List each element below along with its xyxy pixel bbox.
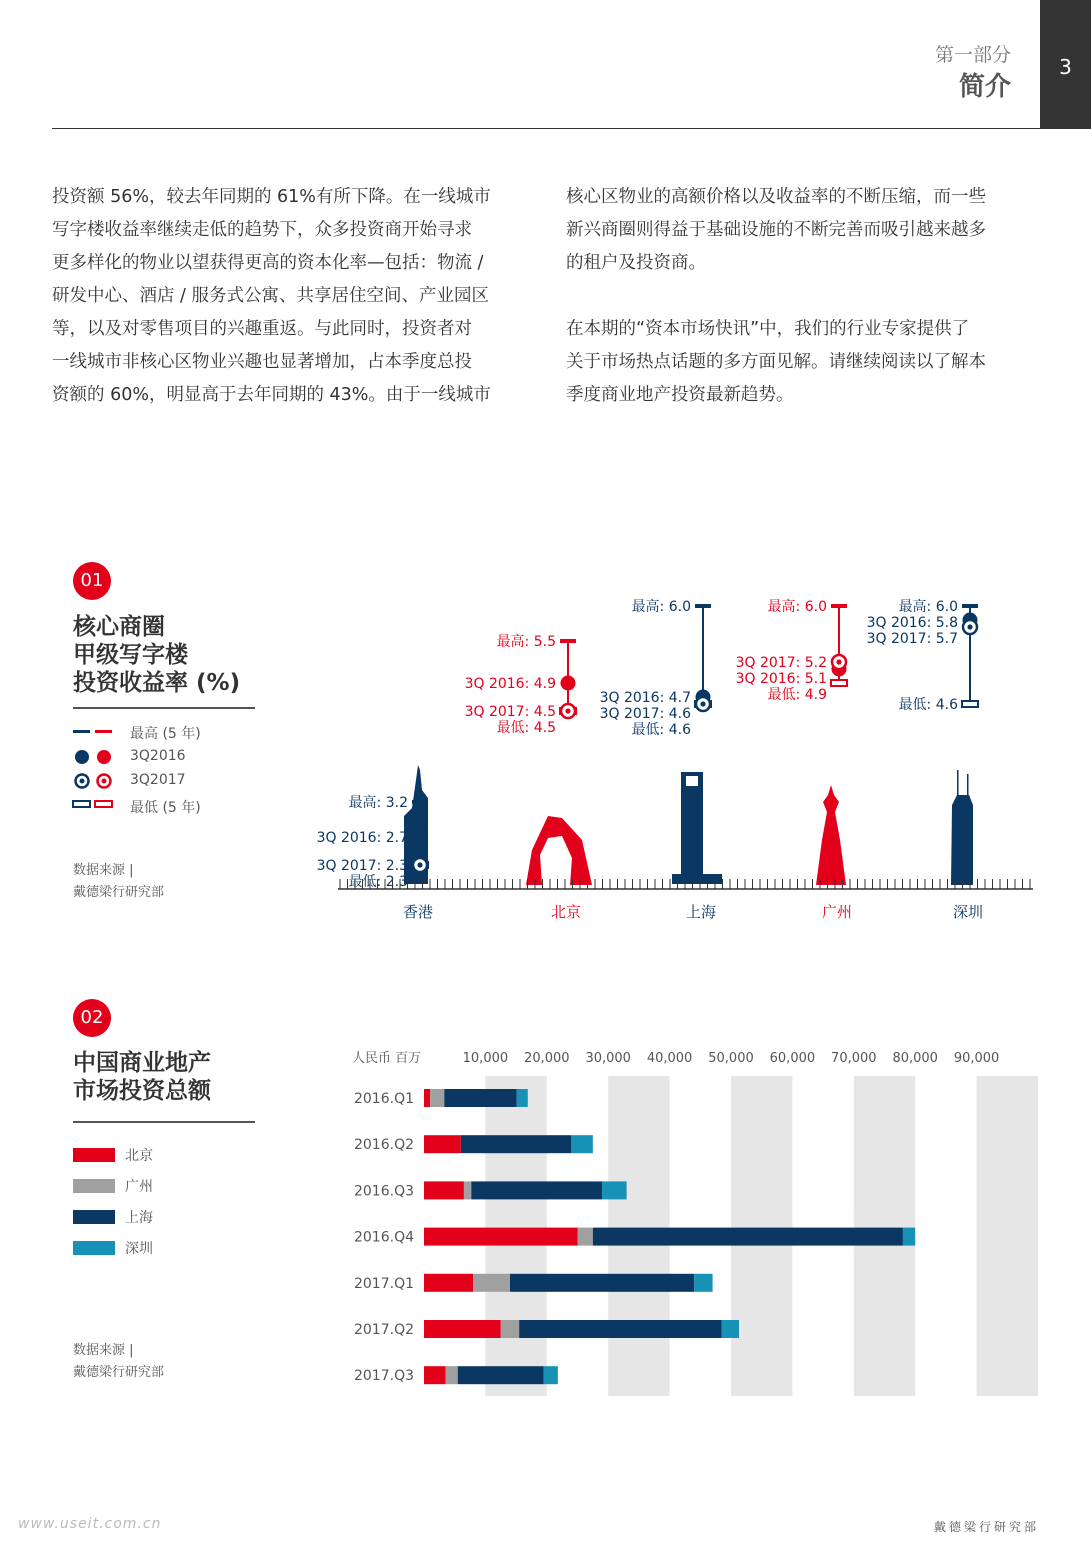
bar-segment: [424, 1274, 473, 1292]
value-label-q2016: 3Q 2016: 2.7: [316, 830, 408, 846]
bar-segment: [424, 1089, 430, 1107]
chart2-badge: 02: [73, 999, 111, 1037]
value-label-q2017: 3Q 2017: 4.5: [464, 704, 556, 720]
x-tick-label: 80,000: [892, 1051, 938, 1066]
sz-building-icon: [951, 770, 973, 885]
value-label-high: 最高: 3.2: [348, 795, 408, 811]
y-category-label: 2016.Q2: [353, 1137, 414, 1154]
chart1-title-line: 甲级写字楼: [73, 642, 188, 668]
bar-segment: [424, 1320, 501, 1338]
legend-high-icon: [73, 730, 112, 733]
low-marker: [962, 701, 978, 707]
legend-high-label: 最高 (5 年): [130, 726, 201, 742]
city-label: 北京: [550, 903, 582, 921]
x-tick-label: 40,000: [646, 1051, 693, 1066]
bar-segment: [424, 1181, 464, 1199]
gz-building-icon: [816, 785, 846, 885]
value-label-low: 最低: 4.6: [898, 697, 958, 713]
chart2-title-line: 市场投资总额: [73, 1078, 211, 1104]
x-tick-label: 50,000: [708, 1051, 754, 1066]
x-tick-label: 90,000: [953, 1051, 1000, 1066]
city-label: 香港: [402, 903, 434, 921]
bar-segment: [458, 1366, 544, 1384]
text-line: 投资额 56%，较去年同期的 61%有所下降。在一线城市: [52, 187, 491, 207]
chart1-badge: 01: [73, 562, 111, 600]
city-label: 深圳: [952, 903, 984, 921]
page-number: 3: [1059, 55, 1072, 79]
legend-swatch-guangzhou: [73, 1179, 115, 1193]
text-line: 资额的 60%，明显高于去年同期的 43%。由于一线城市: [52, 385, 491, 405]
q2017-marker-dot: [417, 862, 422, 867]
value-label-low: 最低: 4.5: [496, 720, 556, 736]
q2017-marker-dot: [836, 659, 841, 664]
text-line: 更多样化的物业以望获得更高的资本化率—包括：物流 /: [52, 253, 484, 273]
bar-segment: [471, 1181, 602, 1199]
value-label-q2016: 3Q 2016: 5.1: [735, 671, 827, 687]
source-label: 数据来源 |: [73, 863, 134, 878]
text-line: 新兴商圈则得益于基础设施的不断完善而吸引越来越多: [566, 220, 986, 240]
legend-item: [73, 1170, 153, 1201]
legend-low-label: 最低 (5 年): [130, 800, 201, 816]
chart2-title: [73, 1049, 211, 1105]
text-line: 在本期的“资本市场快讯”中，我们的行业专家提供了: [566, 319, 970, 339]
bar-segment: [571, 1135, 592, 1153]
text-line: 核心区物业的高额价格以及收益率的不断压缩，而一些: [566, 187, 986, 207]
value-label-q2017: 3Q 2017: 5.7: [866, 631, 958, 647]
y-category-label: 2017.Q3: [353, 1368, 414, 1385]
legend-item: [73, 1139, 153, 1170]
high-marker: [412, 800, 428, 804]
legend-label: 上海: [125, 1209, 153, 1226]
y-category-label: 2016.Q3: [353, 1183, 414, 1200]
bar-segment: [444, 1089, 516, 1107]
bar-segment: [430, 1089, 444, 1107]
legend-swatch-beijing: [73, 1148, 115, 1162]
bar-segment: [903, 1228, 915, 1246]
bar-segment: [544, 1366, 558, 1384]
yield-range-chart: [300, 540, 1060, 940]
text-line: 写字楼收益率继续走低的趋势下，众多投资商开始寻求: [52, 220, 472, 240]
legend-label: 北京: [125, 1147, 153, 1164]
watermark: www.useit.com.cn: [18, 1516, 162, 1532]
legend-label: 深圳: [125, 1240, 153, 1257]
bar-segment: [694, 1274, 712, 1292]
bj-building-icon: [526, 816, 592, 885]
value-label-q2017: 3Q 2017: 2.3: [316, 858, 408, 874]
body-right-column: [566, 181, 1036, 412]
source-name: 戴德梁行研究部: [73, 1365, 165, 1380]
value-label-q2016: 3Q 2016: 4.9: [464, 676, 556, 692]
section-label: 第一部分: [934, 44, 1011, 66]
text-line: 研发中心、酒店 / 服务式公寓、共享居住空间、产业园区: [52, 286, 490, 306]
y-category-label: 2016.Q4: [353, 1229, 414, 1246]
value-label-q2017: 3Q 2017: 5.2: [735, 655, 827, 671]
text-line: 的租户及投资商。: [566, 253, 706, 273]
text-line: 等，以及对零售项目的兴趣重返。与此同时，投资者对: [52, 319, 472, 339]
q2016-marker: [413, 830, 428, 845]
y-category-label: 2016.Q1: [353, 1091, 414, 1107]
legend-2016-label: 3Q2016: [130, 748, 186, 764]
low-marker: [831, 680, 847, 686]
bar-segment: [445, 1366, 457, 1384]
bar-segment: [593, 1228, 903, 1246]
source-label: 数据来源 |: [73, 1343, 134, 1358]
q2017-marker-dot: [565, 708, 570, 713]
city-skyline: [404, 765, 973, 885]
bar-segment: [501, 1320, 519, 1338]
chart2-title-rule: [73, 1121, 255, 1123]
value-label-low: 最低: 2.3: [348, 874, 408, 890]
footer-brand: 戴德梁行研究部: [933, 1520, 1039, 1534]
legend-label: 广州: [125, 1178, 153, 1195]
q2016-marker: [561, 676, 576, 691]
x-tick-label: 60,000: [769, 1051, 816, 1066]
text-line: 一线城市非核心区物业兴趣也显著增加，占本季度总投: [52, 352, 472, 372]
q2017-marker-dot: [967, 624, 972, 629]
bar-segment: [424, 1135, 461, 1153]
value-label-low: 最低: 4.9: [767, 687, 827, 703]
bar-segment: [424, 1228, 578, 1246]
chart1-title: [73, 613, 240, 697]
high-marker: [831, 604, 847, 608]
text-line: 季度商业地产投资最新趋势。: [566, 385, 794, 405]
legend-item: [73, 1201, 153, 1232]
bar-segment: [578, 1228, 593, 1246]
bar-segment: [424, 1366, 445, 1384]
sh-building-icon: [672, 772, 722, 884]
bar-segment: [464, 1181, 471, 1199]
legend-item: [73, 1232, 153, 1263]
high-marker: [560, 639, 576, 643]
q2017-marker-dot: [700, 701, 705, 706]
bar-segment: [517, 1089, 528, 1107]
high-marker: [695, 604, 711, 608]
legend-2017-icon: [76, 775, 111, 788]
chart1-legend-symbols: [70, 718, 130, 818]
grid-band: [977, 1076, 1038, 1396]
x-tick-label: 30,000: [585, 1051, 631, 1066]
city-label: 广州: [821, 903, 853, 921]
legend-2016-icon: [75, 750, 111, 764]
chart1-title-line: 核心商圈: [73, 614, 165, 640]
bar-segment: [461, 1135, 572, 1153]
value-label-q2016: 3Q 2016: 4.7: [599, 690, 691, 706]
y-category-label: 2017.Q1: [353, 1275, 414, 1292]
city-label: 上海: [685, 903, 717, 921]
chart2-source: [73, 1340, 164, 1384]
legend-low-icon: [73, 801, 112, 807]
investment-bar-chart: [340, 1040, 1040, 1400]
chart1-axis: [338, 879, 1033, 889]
x-tick-label: 20,000: [524, 1051, 570, 1066]
city-range-1: [465, 633, 581, 921]
value-label-q2016: 3Q 2016: 5.8: [866, 615, 958, 631]
x-tick-label: 70,000: [831, 1051, 877, 1066]
value-label-high: 最高: 6.0: [631, 599, 691, 615]
legend-swatch-shanghai: [73, 1210, 115, 1224]
x-tick-label: 10,000: [462, 1051, 509, 1066]
value-label-high: 最高: 6.0: [767, 599, 827, 615]
chart1-source: [73, 860, 164, 904]
section-title: 简介: [958, 72, 1011, 102]
value-label-high: 最高: 5.5: [496, 634, 556, 650]
chart2-title-line: 中国商业地产: [73, 1050, 211, 1076]
bar-segment: [473, 1274, 510, 1292]
legend-swatch-shenzhen: [73, 1241, 115, 1255]
legend-2017-label: 3Q2017: [130, 772, 186, 788]
y-category-label: 2017.Q2: [353, 1322, 414, 1338]
value-label-high: 最高: 6.0: [898, 599, 958, 615]
value-label-q2017: 3Q 2017: 4.6: [599, 706, 691, 722]
chart1-title-line: 投资收益率 (%): [73, 670, 241, 696]
bar-segment: [519, 1320, 722, 1338]
bar-segment: [602, 1181, 627, 1199]
chart2-unit-label: 人民币 百万: [352, 1051, 422, 1066]
chart1-title-rule: [73, 707, 255, 709]
header-divider: [52, 128, 1040, 129]
high-marker: [962, 604, 978, 608]
bar-segment: [510, 1274, 694, 1292]
chart2-legend: [73, 1139, 153, 1263]
body-left-column: [52, 181, 532, 412]
source-name: 戴德梁行研究部: [73, 885, 165, 900]
text-line: 关于市场热点话题的多方面见解。请继续阅读以了解本: [566, 352, 986, 372]
bar-segment: [722, 1320, 739, 1338]
value-label-low: 最低: 4.6: [631, 722, 691, 738]
